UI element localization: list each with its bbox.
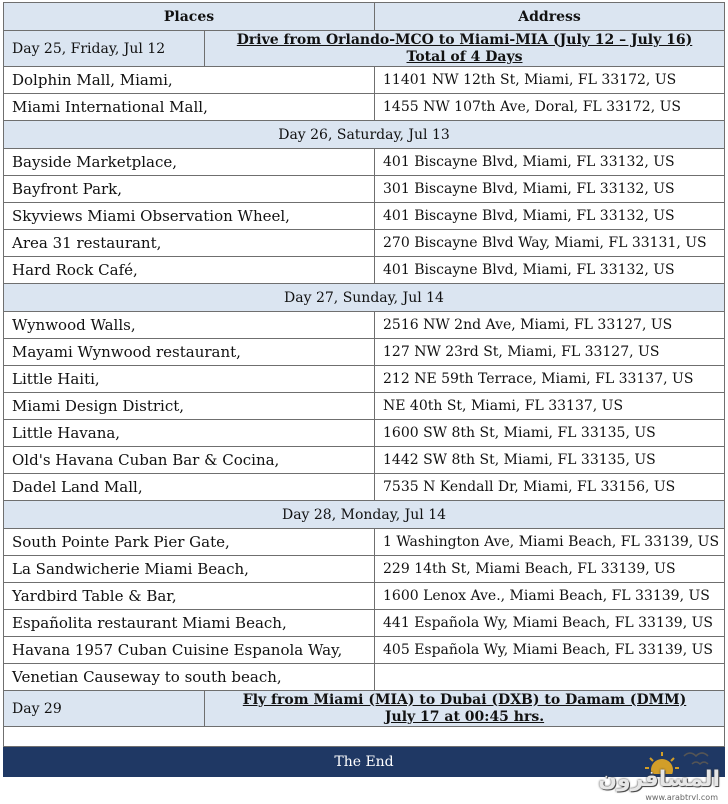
header-address: Address	[375, 3, 725, 31]
flight-line-1: Fly from Miami (MIA) to Dubai (DXB) to Damam (DMM)	[242, 691, 687, 708]
table-row	[4, 447, 725, 474]
place-cell: Havana 1957 Cuban Cuisine Espanola Way,	[4, 637, 375, 664]
table-row	[4, 420, 725, 447]
address-cell: 1 Washington Ave, Miami Beach, FL 33139, US	[375, 529, 725, 556]
table-row	[4, 312, 725, 339]
table-row	[4, 67, 725, 94]
day-27-row	[4, 284, 725, 312]
table-row	[4, 393, 725, 420]
address-cell: 7535 N Kendall Dr, Miami, FL 33156, US	[375, 474, 725, 501]
header-row	[4, 3, 725, 31]
table-row	[4, 230, 725, 257]
header-places: Places	[4, 3, 375, 31]
place-cell: Old's Havana Cuban Bar & Cocina,	[4, 447, 375, 474]
address-cell: 1455 NW 107th Ave, Doral, FL 33172, US	[375, 94, 725, 121]
table-row	[4, 529, 725, 556]
table-row	[4, 610, 725, 637]
watermark-text: المسافرون	[598, 767, 720, 792]
address-cell: 2516 NW 2nd Ave, Miami, FL 33127, US	[375, 312, 725, 339]
address-cell: 405 Española Wy, Miami Beach, FL 33139, US	[375, 637, 725, 664]
day-25-row	[4, 31, 725, 67]
drive-info	[205, 31, 725, 67]
address-cell: 212 NE 59th Terrace, Miami, FL 33137, US	[375, 366, 725, 393]
flight-info	[205, 691, 725, 727]
day-29-label: Day 29	[4, 691, 205, 727]
address-cell: NE 40th St, Miami, FL 33137, US	[375, 393, 725, 420]
place-cell: Hard Rock Café,	[4, 257, 375, 284]
address-cell: 229 14th St, Miami Beach, FL 33139, US	[375, 556, 725, 583]
place-cell: Wynwood Walls,	[4, 312, 375, 339]
table-row	[4, 583, 725, 610]
place-cell: Mayami Wynwood restaurant,	[4, 339, 375, 366]
address-cell: 401 Biscayne Blvd, Miami, FL 33132, US	[375, 257, 725, 284]
place-cell: South Pointe Park Pier Gate,	[4, 529, 375, 556]
place-cell: Dolphin Mall, Miami,	[4, 67, 375, 94]
table-row	[4, 203, 725, 230]
drive-line-1: Drive from Orlando-MCO to Miami-MIA (July 12 – July 16)	[236, 31, 693, 48]
table-row	[4, 149, 725, 176]
place-cell: Miami International Mall,	[4, 94, 375, 121]
place-cell: Bayside Marketplace,	[4, 149, 375, 176]
day-27-label: Day 27, Sunday, Jul 14	[4, 284, 725, 312]
watermark-url: www.arabtrvl.com	[645, 793, 718, 802]
day-28-row	[4, 501, 725, 529]
address-cell: 127 NW 23rd St, Miami, FL 33127, US	[375, 339, 725, 366]
place-cell: Area 31 restaurant,	[4, 230, 375, 257]
itinerary-table	[3, 2, 725, 777]
address-cell: 1600 Lenox Ave., Miami Beach, FL 33139, US	[375, 583, 725, 610]
day-26-label: Day 26, Saturday, Jul 13	[4, 121, 725, 149]
address-cell: 1442 SW 8th St, Miami, FL 33135, US	[375, 447, 725, 474]
table-row	[4, 94, 725, 121]
place-cell: Venetian Causeway to south beach,	[4, 664, 375, 691]
address-cell: 401 Biscayne Blvd, Miami, FL 33132, US	[375, 149, 725, 176]
drive-line-2: Total of 4 Days	[406, 48, 523, 65]
day-26-row	[4, 121, 725, 149]
table-row	[4, 176, 725, 203]
table-row	[4, 556, 725, 583]
table-row	[4, 474, 725, 501]
address-cell: 441 Española Wy, Miami Beach, FL 33139, US	[375, 610, 725, 637]
address-cell: 11401 NW 12th St, Miami, FL 33172, US	[375, 67, 725, 94]
table-row	[4, 257, 725, 284]
day-29-row	[4, 691, 725, 727]
place-cell: Bayfront Park,	[4, 176, 375, 203]
address-cell: 401 Biscayne Blvd, Miami, FL 33132, US	[375, 203, 725, 230]
table-row	[4, 637, 725, 664]
place-cell: Miami Design District,	[4, 393, 375, 420]
place-cell: Little Havana,	[4, 420, 375, 447]
address-cell	[375, 664, 725, 691]
address-cell: 270 Biscayne Blvd Way, Miami, FL 33131, US	[375, 230, 725, 257]
place-cell: Yardbird Table & Bar,	[4, 583, 375, 610]
table-row	[4, 366, 725, 393]
the-end-label: The End	[4, 747, 725, 777]
place-cell: La Sandwicherie Miami Beach,	[4, 556, 375, 583]
place-cell: Dadel Land Mall,	[4, 474, 375, 501]
flight-line-2: July 17 at 00:45 hrs.	[384, 708, 545, 725]
place-cell: Little Haiti,	[4, 366, 375, 393]
table-row	[4, 339, 725, 366]
place-cell: Skyviews Miami Observation Wheel,	[4, 203, 375, 230]
day-28-label: Day 28, Monday, Jul 14	[4, 501, 725, 529]
address-cell: 301 Biscayne Blvd, Miami, FL 33132, US	[375, 176, 725, 203]
place-cell: Españolita restaurant Miami Beach,	[4, 610, 375, 637]
table-row	[4, 664, 725, 691]
day-25-label: Day 25, Friday, Jul 12	[4, 31, 205, 67]
address-cell: 1600 SW 8th St, Miami, FL 33135, US	[375, 420, 725, 447]
watermark-logo	[598, 740, 724, 802]
